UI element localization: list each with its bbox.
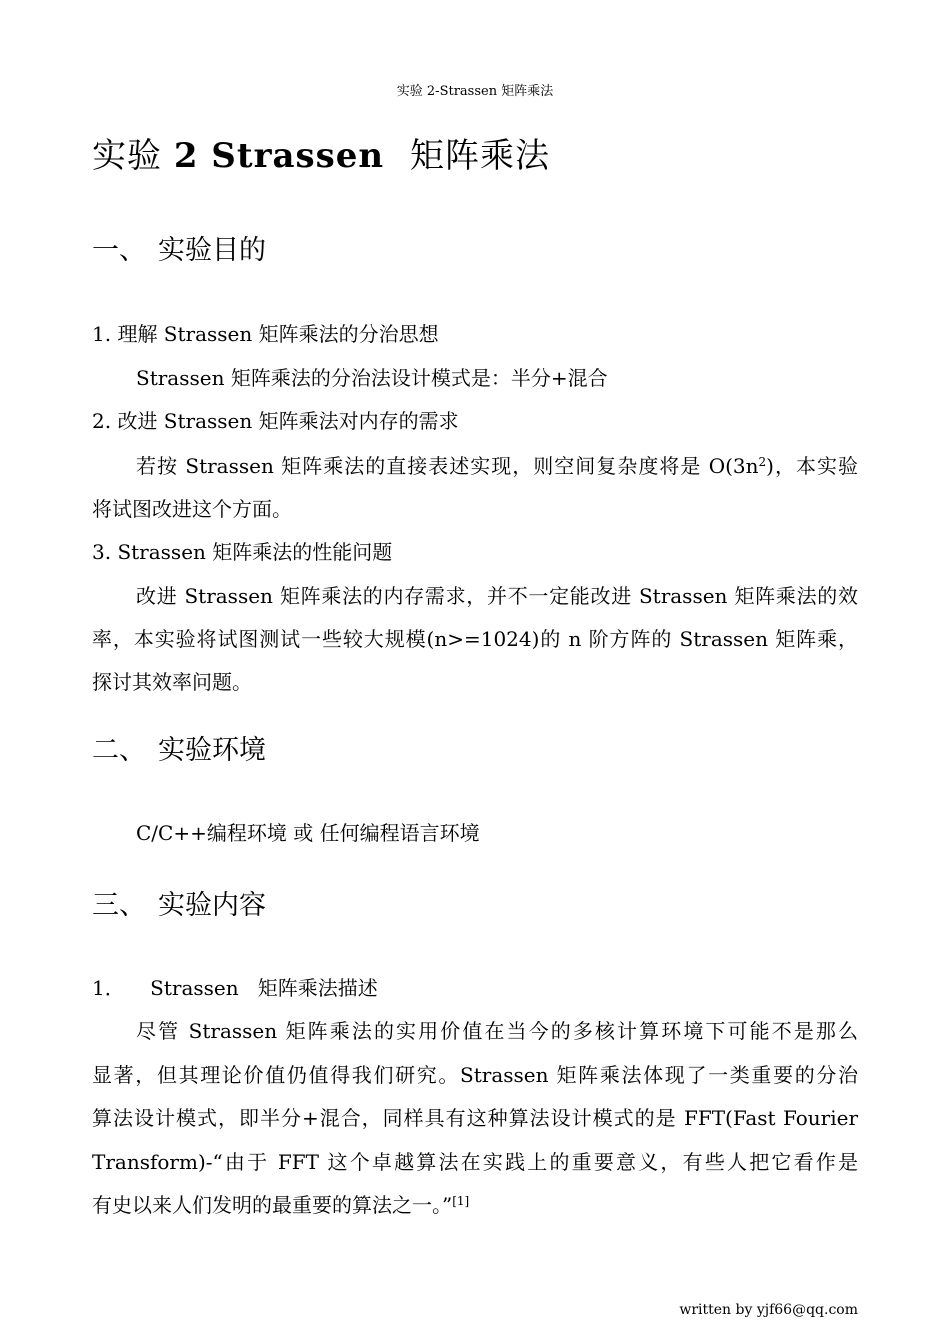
section-title: 实验环境 (158, 735, 266, 766)
goal-item-2: 2. 改进 Strassen 矩阵乘法对内存的需求 (92, 409, 459, 433)
desc-text-a: 若按 Strassen 矩阵乘法的直接表述实现，则空间复杂度将是 O(3n (136, 454, 759, 478)
content-para-line-2: 显著，但其理论价值仍值得我们研究。Strassen 矩阵乘法体现了一类重要的分治 (92, 1063, 858, 1087)
content-para-line-3: 算法设计模式，即半分+混合，同样具有这种算法设计模式的是 FFT(Fast Fourier (92, 1106, 858, 1130)
section-heading-environment (92, 728, 266, 767)
content-para-line-5 (92, 1189, 469, 1218)
goal-item-2-desc-cont: 将试图改进这个方面。 (92, 497, 292, 521)
running-header: 实验 2-Strassen 矩阵乘法 (396, 84, 554, 99)
title-bold: 2 Strassen (173, 136, 385, 176)
citation-ref: [1] (452, 1194, 470, 1208)
section-number: 一、 (92, 235, 146, 266)
goal-item-1: 1. 理解 Strassen 矩阵乘法的分治思想 (92, 322, 439, 346)
goal-item-3-desc-3: 探讨其效率问题。 (92, 670, 252, 694)
goal-item-2-desc (136, 450, 858, 479)
goal-item-3-desc-1: 改进 Strassen 矩阵乘法的内存需求，并不一定能改进 Strassen 矩阵乘法的效 (136, 584, 858, 608)
content-item-1: 1． Strassen 矩阵乘法描述 (92, 976, 378, 1000)
content-para-line-4: Transform)-“由于 FFT 这个卓越算法在实践上的重要意义，有些人把它看作是 (92, 1150, 858, 1174)
para-text: 有史以来人们发明的最重要的算法之一。” (92, 1193, 453, 1217)
content-para-line-1: 尽管 Strassen 矩阵乘法的实用价值在当今的多核计算环境下可能不是那么 (136, 1019, 858, 1043)
footer-author: written by yjf66@qq.com (679, 1302, 858, 1318)
section-heading-goals (92, 228, 266, 267)
section-title: 实验内容 (158, 890, 266, 921)
environment-text: C/C++编程环境 或 任何编程语言环境 (136, 821, 480, 845)
superscript: 2 (758, 455, 767, 469)
section-title: 实验目的 (158, 235, 266, 266)
title-prefix: 实验 (92, 136, 162, 176)
goal-item-3: 3. Strassen 矩阵乘法的性能问题 (92, 540, 393, 564)
section-heading-content (92, 883, 266, 922)
section-number: 三、 (92, 890, 146, 921)
goal-item-3-desc-2: 率，本实验将试图测试一些较大规模(n>=1024)的 n 阶方阵的 Strassen 矩阵乘， (92, 627, 858, 651)
page-title (92, 128, 550, 177)
section-number: 二、 (92, 735, 146, 766)
title-suffix: 矩阵乘法 (409, 136, 550, 176)
desc-text-b: )，本实验 (766, 454, 859, 478)
goal-item-1-desc: Strassen 矩阵乘法的分治法设计模式是：半分+混合 (136, 366, 608, 390)
